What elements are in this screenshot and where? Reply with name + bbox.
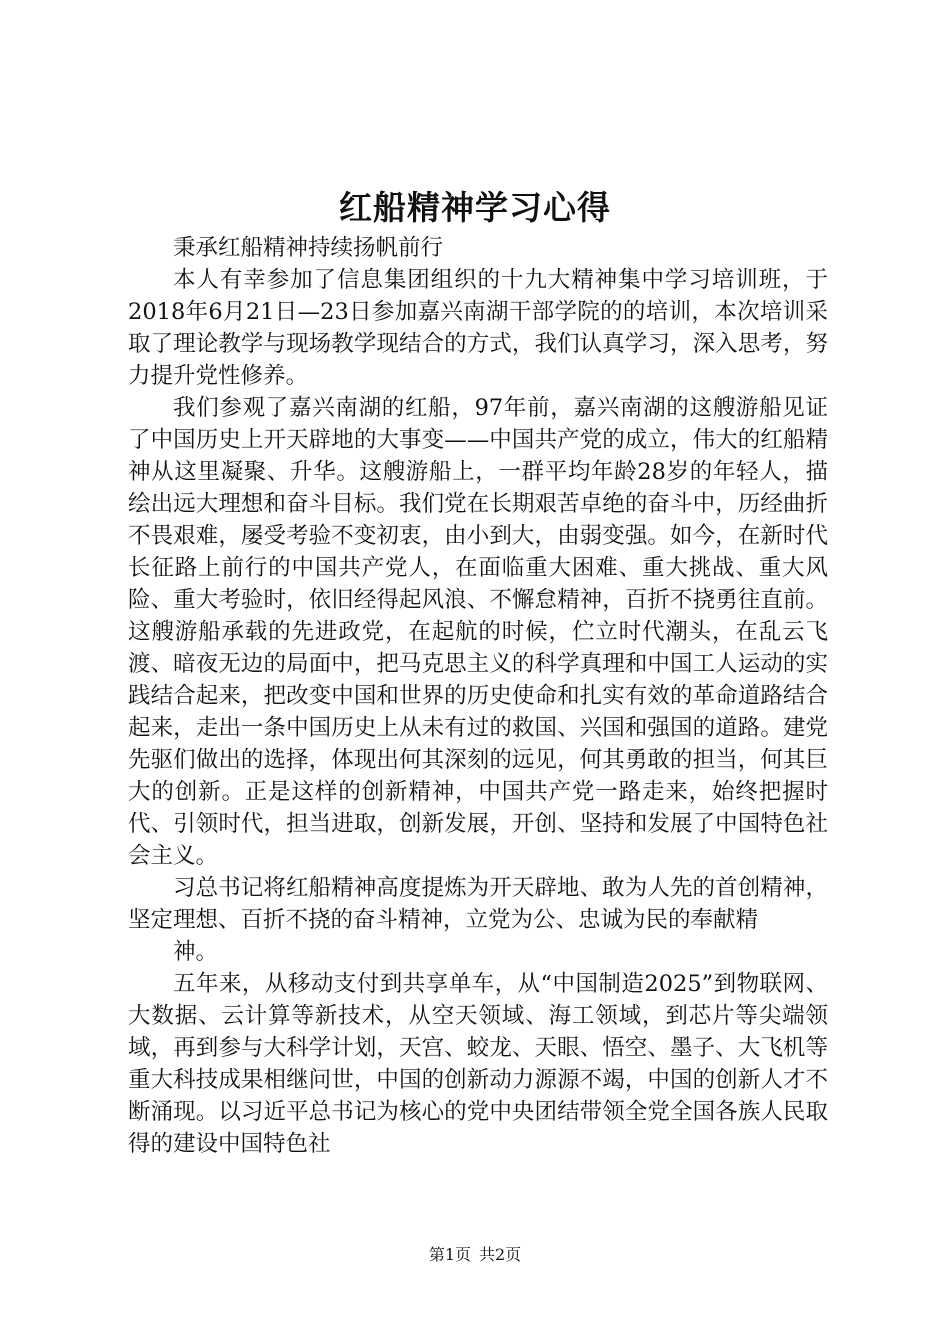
document-body — [128, 232, 828, 1160]
paragraph: 神。 — [173, 939, 219, 965]
paragraph-subtitle: 秉承红船精神持续扬帆前行 — [173, 235, 444, 261]
page-number-current: 第1页 — [428, 1245, 471, 1264]
page-number-total: 共2页 — [479, 1245, 522, 1264]
paragraph: 习总书记将红船精神高度提炼为开天辟地、敢为人先的首创精神，坚定理想、百折不挠的奋斗精神，立党为公、忠诚为民的奉献精 — [128, 875, 828, 933]
page-footer — [0, 1243, 950, 1267]
paragraph: 本人有幸参加了信息集团组织的十九大精神集中学习培训班，于2018年6月21日—23日参加嘉兴南湖干部学院的的培训，本次培训采取了理论教学与现场教学现结合的方式，我们认真学习，深入思考，努力提升党性修养。 — [128, 267, 828, 389]
document-title: 红船精神学习心得 — [339, 188, 611, 227]
paragraph: 我们参观了嘉兴南湖的红船，97年前，嘉兴南湖的这艘游船见证了中国历史上开天辟地的大事变——中国共产党的成立，伟大的红船精神从这里凝聚、升华。这艘游船上，一群平均年龄28岁的年轻人，描绘出远大理想和奋斗目标。我们党在长期艰苦卓绝的奋斗中，历经曲折不畏艰难，屡受考验不变初衷，由小到大，由弱变强。如今，在新时代长征路上前行的中国共产党人，在面临重大困难、重大挑战、重大风险、重大考验时，依旧经得起风浪、不懈怠精神，百折不挠勇往直前。这艘游船承载的先进政党，在起航的时候，伫立时代潮头，在乱云飞渡、暗夜无边的局面中，把马克思主义的科学真理和中国工人运动的实践结合起来，把改变中国和世界的历史使命和扎实有效的革命道路结合起来，走出一条中国历史上从未有过的救国、兴国和强国的道路。建党先驱们做出的选择，体现出何其深刻的远见，何其勇敢的担当，何其巨大的创新。正是这样的创新精神，中国共产党一路走来，始终把握时代、引领时代，担当进取，创新发展，开创、坚持和发展了中国特色社会主义。 — [128, 395, 828, 869]
paragraph: 五年来，从移动支付到共享单车，从“中国制造2025”到物联网、大数据、云计算等新技术，从空天领域、海工领域，到芯片等尖端领域，再到参与大科学计划，天宫、蛟龙、天眼、悟空、墨子、大飞机等重大科技成果相继问世，中国的创新动力源源不竭，中国的创新人才不断涌现。以习近平总书记为核心的党中央团结带领全党全国各族人民取得的建设中国特色社 — [128, 971, 828, 1157]
